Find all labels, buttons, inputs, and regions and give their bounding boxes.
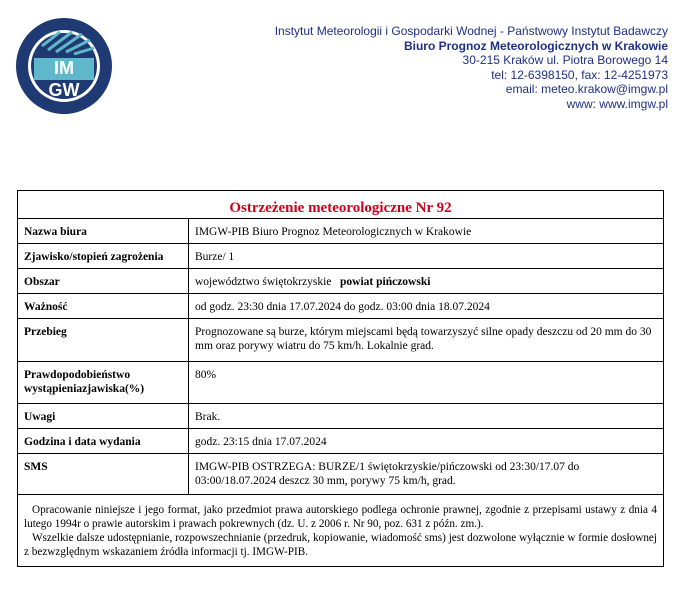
row-value: od godz. 23:30 dnia 17.07.2024 do godz. 03:00 dnia 18.07.2024 [189,294,664,319]
row-label: Uwagi [18,404,189,429]
copyright-notice [18,494,663,566]
row-label: Godzina i data wydania [18,429,189,454]
logo-mark-top: IM [54,58,74,78]
row-value: Burze/ 1 [189,244,664,269]
area-voivodeship: województwo świętokrzyskie [195,276,332,288]
row-value: IMGW-PIB OSTRZEGA: BURZE/1 świętokrzyskie/pińczowski od 23:30/17.07 do 03:00/18.07.2024 deszcz 30 mm, porywy 75 km/h, grad. [189,454,664,495]
copyright-paragraph: Opracowanie niniejsze i jego format, jako przedmiot prawa autorskiego podlega ochronie prawnej, zgodnie z przepisami ustawy z dnia 4 lutego 1994r o prawie autorskim i prawach pokrewnych (dz. U. z 2006 r. Nr 90, poz. 631 z późn. zm.). [24,504,657,530]
distribution-paragraph: Wszelkie dalsze udostępnianie, rozpowszechnianie (przedruk, kopiowanie, wiadomość sms) jest dozwolone wyłącznie w formie dosłownej z bezwzględnym wskazaniem źródła informacji tj. IMGW-PIB. [24,532,657,558]
letterhead [275,24,668,111]
table-row [18,294,663,319]
row-label: Prawdopodobieństwo wystąpieniazjawiska(%) [18,362,189,404]
table-row [18,219,663,244]
row-label: Nazwa biura [18,219,189,244]
table-row [18,269,663,294]
table-row [18,454,663,495]
institute-name: Instytut Meteorologii i Gospodarki Wodnej - Państwowy Instytut Badawczy [274,24,668,38]
row-value: IMGW-PIB Biuro Prognoz Meteorologicznych w Krakowie [189,219,664,244]
row-label: Ważność [18,294,189,319]
warning-table [18,218,663,494]
office-address: 30-215 Kraków ul. Piotra Borowego 14 [462,53,668,67]
row-label: SMS [18,454,189,495]
office-email[interactable]: email: meteo.krakow@imgw.pl [505,82,668,96]
row-value: Prognozowane są burze, którym miejscami będą towarzyszyć silne opady deszczu od 20 mm do 30 mm oraz porywy wiatru do 75 km/h. Lokalnie grad. [189,319,664,362]
table-row [18,319,663,362]
row-label: Zjawisko/stopień zagrożenia [18,244,189,269]
warning-document [17,190,664,567]
row-label: Przebieg [18,319,189,362]
row-value [189,269,664,294]
table-row [18,362,663,404]
imgw-logo [14,14,114,118]
office-website[interactable]: www: www.imgw.pl [566,96,668,111]
area-county: powiat pińczowski [340,276,431,288]
row-value: 80% [189,362,664,404]
table-row [18,404,663,429]
office-phone: tel: 12-6398150, fax: 12-4251973 [491,67,668,82]
table-row [18,244,663,269]
row-label: Obszar [18,269,189,294]
table-row [18,429,663,454]
office-name: Biuro Prognoz Meteorologicznych w Krakowie [403,38,668,53]
row-value: Brak. [189,404,664,429]
logo-mark-bottom: GW [48,80,80,100]
row-value: godz. 23:15 dnia 17.07.2024 [189,429,664,454]
warning-title: Ostrzeżenie meteorologiczne Nr 92 [229,200,452,216]
